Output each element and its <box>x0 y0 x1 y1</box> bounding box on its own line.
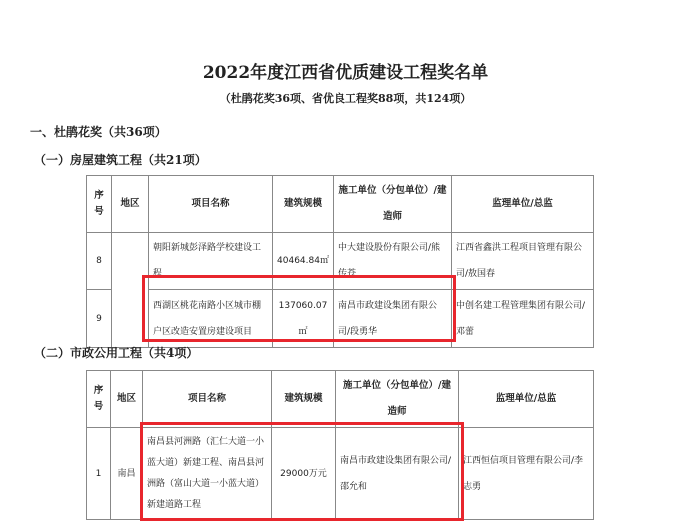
cell-name: 南昌县河洲路（汇仁大道一小蓝大道）新建工程、南昌县河洲路（富山大道一小蓝大道）新建道路工程 <box>143 428 272 520</box>
cell-region <box>112 233 149 348</box>
table-header <box>87 371 594 428</box>
header-no: 序号 <box>87 176 112 233</box>
table-municipal <box>86 370 594 520</box>
section-heading: 一、杜鹃花奖（共36项） <box>30 125 167 139</box>
cell-scale: 29000万元 <box>272 428 336 520</box>
cell-scale: 40464.84㎡ <box>273 233 334 290</box>
cell-builder: 南昌市政建设集团有限公司/段勇华 <box>334 290 452 348</box>
header-builder: 施工单位（分包单位）/建造师 <box>336 371 459 428</box>
document-subtitle: （杜鹃花奖36项、省优良工程奖88项，共124项） <box>219 92 472 105</box>
cell-builder: 南昌市政建设集团有限公司/邵允和 <box>336 428 459 520</box>
header-region: 地区 <box>111 371 143 428</box>
table-row <box>87 428 594 520</box>
subsection-heading: （一）房屋建筑工程（共21项） <box>34 153 207 167</box>
cell-region: 南昌 <box>111 428 143 520</box>
cell-no: 1 <box>87 428 111 520</box>
cell-builder: 中大建设股份有限公司/熊传苍 <box>334 233 452 290</box>
cell-name: 朝阳新城彭泽路学校建设工程 <box>149 233 273 290</box>
header-supervisor: 监理单位/总监 <box>452 176 594 233</box>
cell-supervisor: 江西恒信项目管理有限公司/李志勇 <box>459 428 594 520</box>
header-builder: 施工单位（分包单位）/建造师 <box>334 176 452 233</box>
table-buildings <box>86 175 594 348</box>
table-header <box>87 176 594 233</box>
document-title: 2022年度江西省优质建设工程奖名单 <box>202 63 489 83</box>
subsection-heading: （二）市政公用工程（共4项） <box>34 346 199 360</box>
header-scale: 建筑规模 <box>273 176 334 233</box>
cell-no: 9 <box>87 290 112 348</box>
header-no: 序号 <box>87 371 111 428</box>
table-row <box>87 290 594 348</box>
cell-scale: 137060.07㎡ <box>273 290 334 348</box>
table-row <box>87 233 594 290</box>
header-supervisor: 监理单位/总监 <box>459 371 594 428</box>
cell-name: 西湖区桃花南路小区城市棚户区改造安置房建设项目 <box>149 290 273 348</box>
header-name: 项目名称 <box>143 371 272 428</box>
cell-supervisor: 中创名建工程管理集团有限公司/邓蕾 <box>452 290 594 348</box>
header-name: 项目名称 <box>149 176 273 233</box>
cell-supervisor: 江西省鑫洪工程项目管理有限公司/敖国春 <box>452 233 594 290</box>
cell-no: 8 <box>87 233 112 290</box>
header-region: 地区 <box>112 176 149 233</box>
header-scale: 建筑规模 <box>272 371 336 428</box>
